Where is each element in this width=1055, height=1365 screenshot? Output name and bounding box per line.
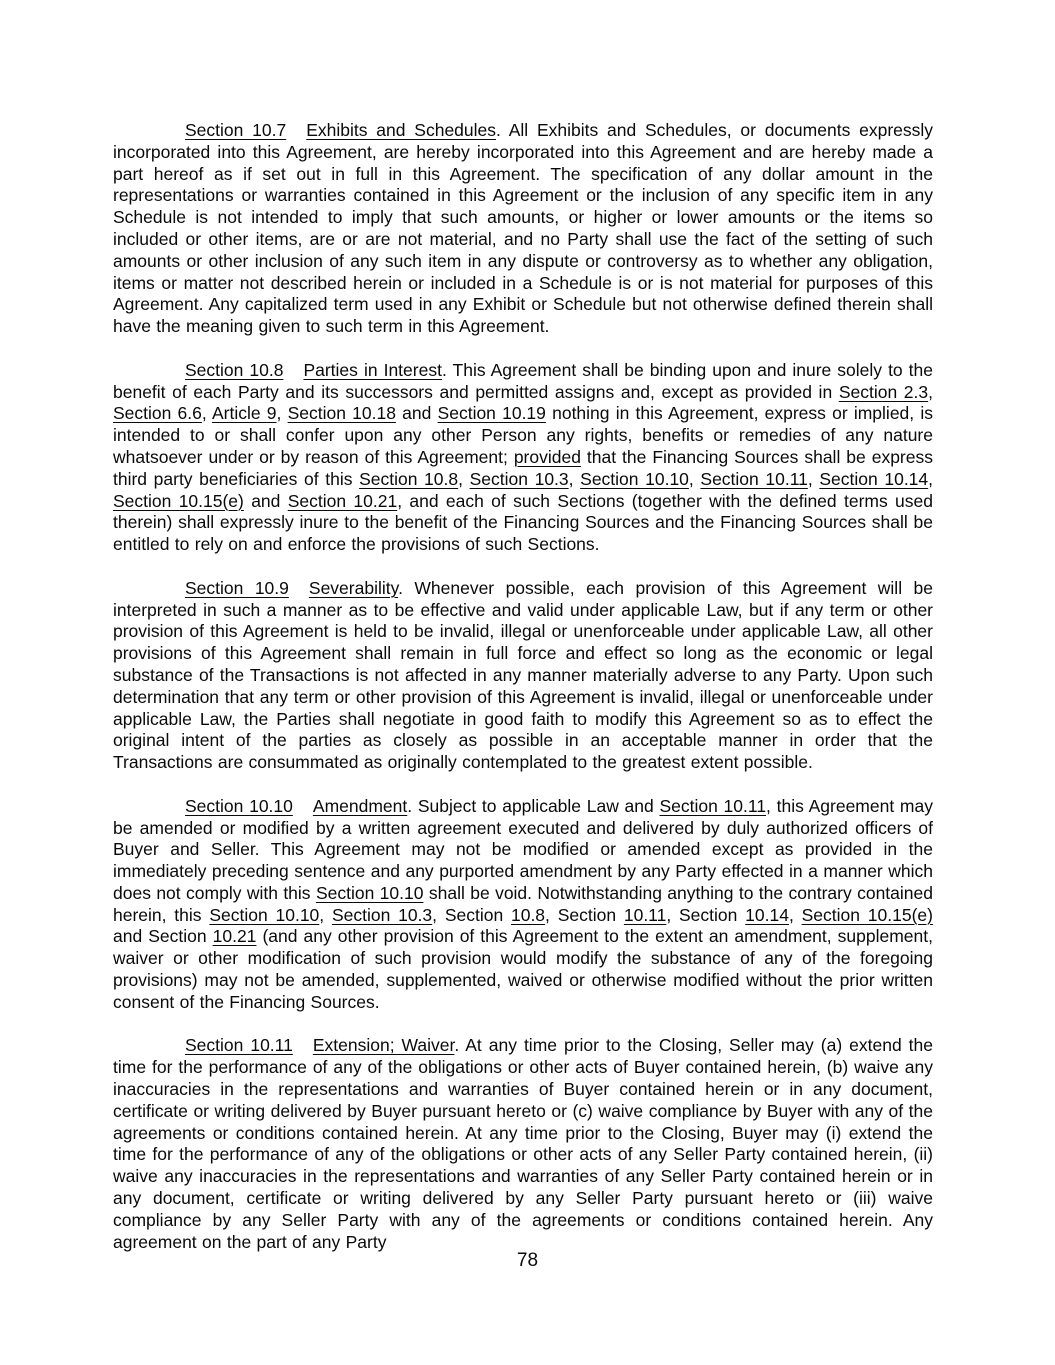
text-run: , Section — [666, 904, 746, 925]
text-run: , — [458, 468, 470, 489]
underlined-text: Section 10.10 — [185, 795, 293, 816]
underlined-text: Section 6.6 — [113, 403, 202, 424]
underlined-text: Section 10.10 — [580, 468, 689, 489]
text-run: and — [395, 403, 438, 424]
underlined-text: Section 10.10 — [209, 904, 320, 925]
text-run: . All Exhibits and Schedules, or documents expressly incorporated into this Agreement, are hereby incorporated into this Agreement and are hereby made a part hereof as if set out in full in this Agreement. The specification of any dollar amount in the representations or warranties contained in this Agreement or the inclusion of any specific item in any Schedule is not intended to imply that such amounts, or higher or lower amounts or the items so included or other items, are or are not material, and no Party shall use the fact of the setting of such amounts or other inclusion of any such item in any dispute or controversy as to whether any obligation, items or matter not described herein or included in a Schedule is or is not material for purposes of this Agreement. Any capitalized term used in any Exhibit or Schedule but not otherwise defined therein shall have the meaning given to such term in this Agreement. — [113, 120, 934, 337]
underlined-text: 10.14 — [745, 904, 789, 925]
text-run: , — [319, 904, 332, 925]
text-run: , — [201, 403, 212, 424]
text-run: . Subject to applicable Law and — [407, 795, 660, 816]
text-run: , — [928, 381, 934, 402]
underlined-text: Section 10.21 — [287, 490, 398, 511]
paragraph-section-10-7 — [113, 120, 933, 338]
underlined-text: Section 10.10 — [315, 882, 424, 903]
text-run: , Section — [432, 904, 511, 925]
underlined-text: Article 9 — [211, 403, 277, 424]
underlined-text: provided — [513, 446, 581, 467]
paragraph-section-10-8 — [113, 360, 933, 556]
document-body — [113, 120, 933, 1253]
text-run: , — [688, 468, 701, 489]
text-run: and Section — [113, 926, 213, 947]
text-run: nothing in this Agreement, express or implied, is intended to or shall confer upon any other Person any rights, benefits or remedies of any nature whatsoever under or by reason of this Agreement; — [113, 403, 933, 467]
text-run: . At any time prior to the Closing, Seller may (a) extend the time for the performance of any of the obligations or other acts of Buyer contained herein, (b) waive any inaccuracies in the representations and warranties of Buyer contained herein or in any document, certificate or writing delivered by Buyer pursuant hereto or (c) waive compliance by Buyer with any of the agreements or conditions contained herein. At any time prior to the Closing, Buyer may (i) extend the time for the performance of any of the obligations or other acts of any Seller Party contained herein, (ii) waive any inaccuracies in the representations and warranties of any Seller Party contained herein or in any document, certificate or writing delivered by any Seller Party pursuant hereto or (iii) waive compliance by any Seller Party with any of the agreements or conditions contained herein. Any agreement on the part of any Party — [113, 1035, 933, 1252]
underlined-text: Section 10.7 — [185, 120, 287, 140]
page-number: 78 — [516, 1250, 539, 1271]
underlined-text: Exhibits and Schedules — [306, 120, 497, 140]
underlined-text: Section 10.14 — [819, 468, 929, 489]
text-run: , and each of such Sections (together with the defined terms used therein) shall expressly inure to the benefit of the Financing Sources and the Financing Sources shall be entitled to rely on and enforce the provisions of such Sections. — [113, 490, 933, 555]
underlined-text: Section 10.3 — [469, 468, 569, 489]
underlined-text: Section 10.8 — [185, 359, 284, 380]
paragraph-section-10-11 — [113, 1035, 933, 1253]
text-run: , — [788, 904, 802, 925]
paragraph-section-10-9 — [113, 578, 933, 774]
underlined-text: 10.11 — [623, 904, 667, 925]
text-run: , — [807, 468, 820, 489]
underlined-text: Section 10.19 — [437, 403, 546, 424]
text-run: (and any other provision of this Agreement to the extent an amendment, supplement, waiver or other modification of such provision would modify the substance of any of the foregoing provisions) may not be amended, supplemented, waived or otherwise modified without the prior written consent of the Financing Sources. — [113, 926, 933, 1012]
underlined-text: Section 10.3 — [331, 904, 433, 925]
underlined-text: Amendment — [312, 795, 408, 816]
underlined-text: Section 10.9 — [185, 577, 289, 598]
text-run: , — [276, 403, 288, 424]
underlined-text: Section 2.3 — [838, 381, 929, 402]
text-run: , Section — [545, 904, 624, 925]
text-run: , — [928, 468, 934, 489]
underlined-text: Section 10.11 — [185, 1035, 293, 1056]
underlined-text: Section 10.18 — [287, 403, 396, 424]
paragraph-section-10-10 — [113, 796, 933, 1014]
underlined-text: Extension; Waiver — [312, 1035, 455, 1056]
underlined-text: Section 10.11 — [700, 468, 808, 489]
underlined-text: 10.8 — [510, 904, 546, 925]
underlined-text: Section 10.11 — [659, 795, 767, 816]
underlined-text: Section 10.8 — [359, 468, 459, 489]
text-run: , — [568, 468, 581, 489]
text-run: shall be void. Notwithstanding anything to the contrary contained herein, this — [113, 882, 933, 925]
underlined-text: Section 10.15(e) — [801, 904, 933, 925]
text-run: , this Agreement may be amended or modified by a written agreement executed and delivered by duly authorized officers of Buyer and Seller. This Agreement may not be modified or amended except as provided in the immediately preceding sentence and any purported amendment by any Party effected in a manner which does not comply with this — [113, 795, 933, 903]
text-run: and — [243, 490, 288, 511]
text-run: . This Agreement shall be binding upon and inure solely to the benefit of each Party and its successors and permitted assigns and, except as provided in — [113, 359, 934, 402]
text-run: that the Financing Sources shall be express third party beneficiaries of this — [113, 446, 933, 489]
underlined-text: 10.21 — [212, 926, 257, 947]
underlined-text: Severability — [308, 577, 399, 598]
underlined-text: Section 10.15(e) — [113, 490, 244, 511]
underlined-text: Parties in Interest — [303, 359, 442, 380]
text-run: . Whenever possible, each provision of this Agreement will be interpreted in such a manner as to be effective and valid under applicable Law, but if any term or other provision of this Agreement is held to be invalid, illegal or unenforceable under applicable Law, all other provisions of this Agreement shall remain in full force and effect so long as the economic or legal substance of the Transactions is not affected in any manner materially adverse to any Party. Upon such determination that any term or other provision of this Agreement is invalid, illegal or unenforceable under applicable Law, the Parties shall negotiate in good faith to modify this Agreement so as to effect the original intent of the parties as closely as possible in an acceptable manner in order that the Transactions are consummated as originally contemplated to the greatest extent possible. — [113, 577, 933, 773]
